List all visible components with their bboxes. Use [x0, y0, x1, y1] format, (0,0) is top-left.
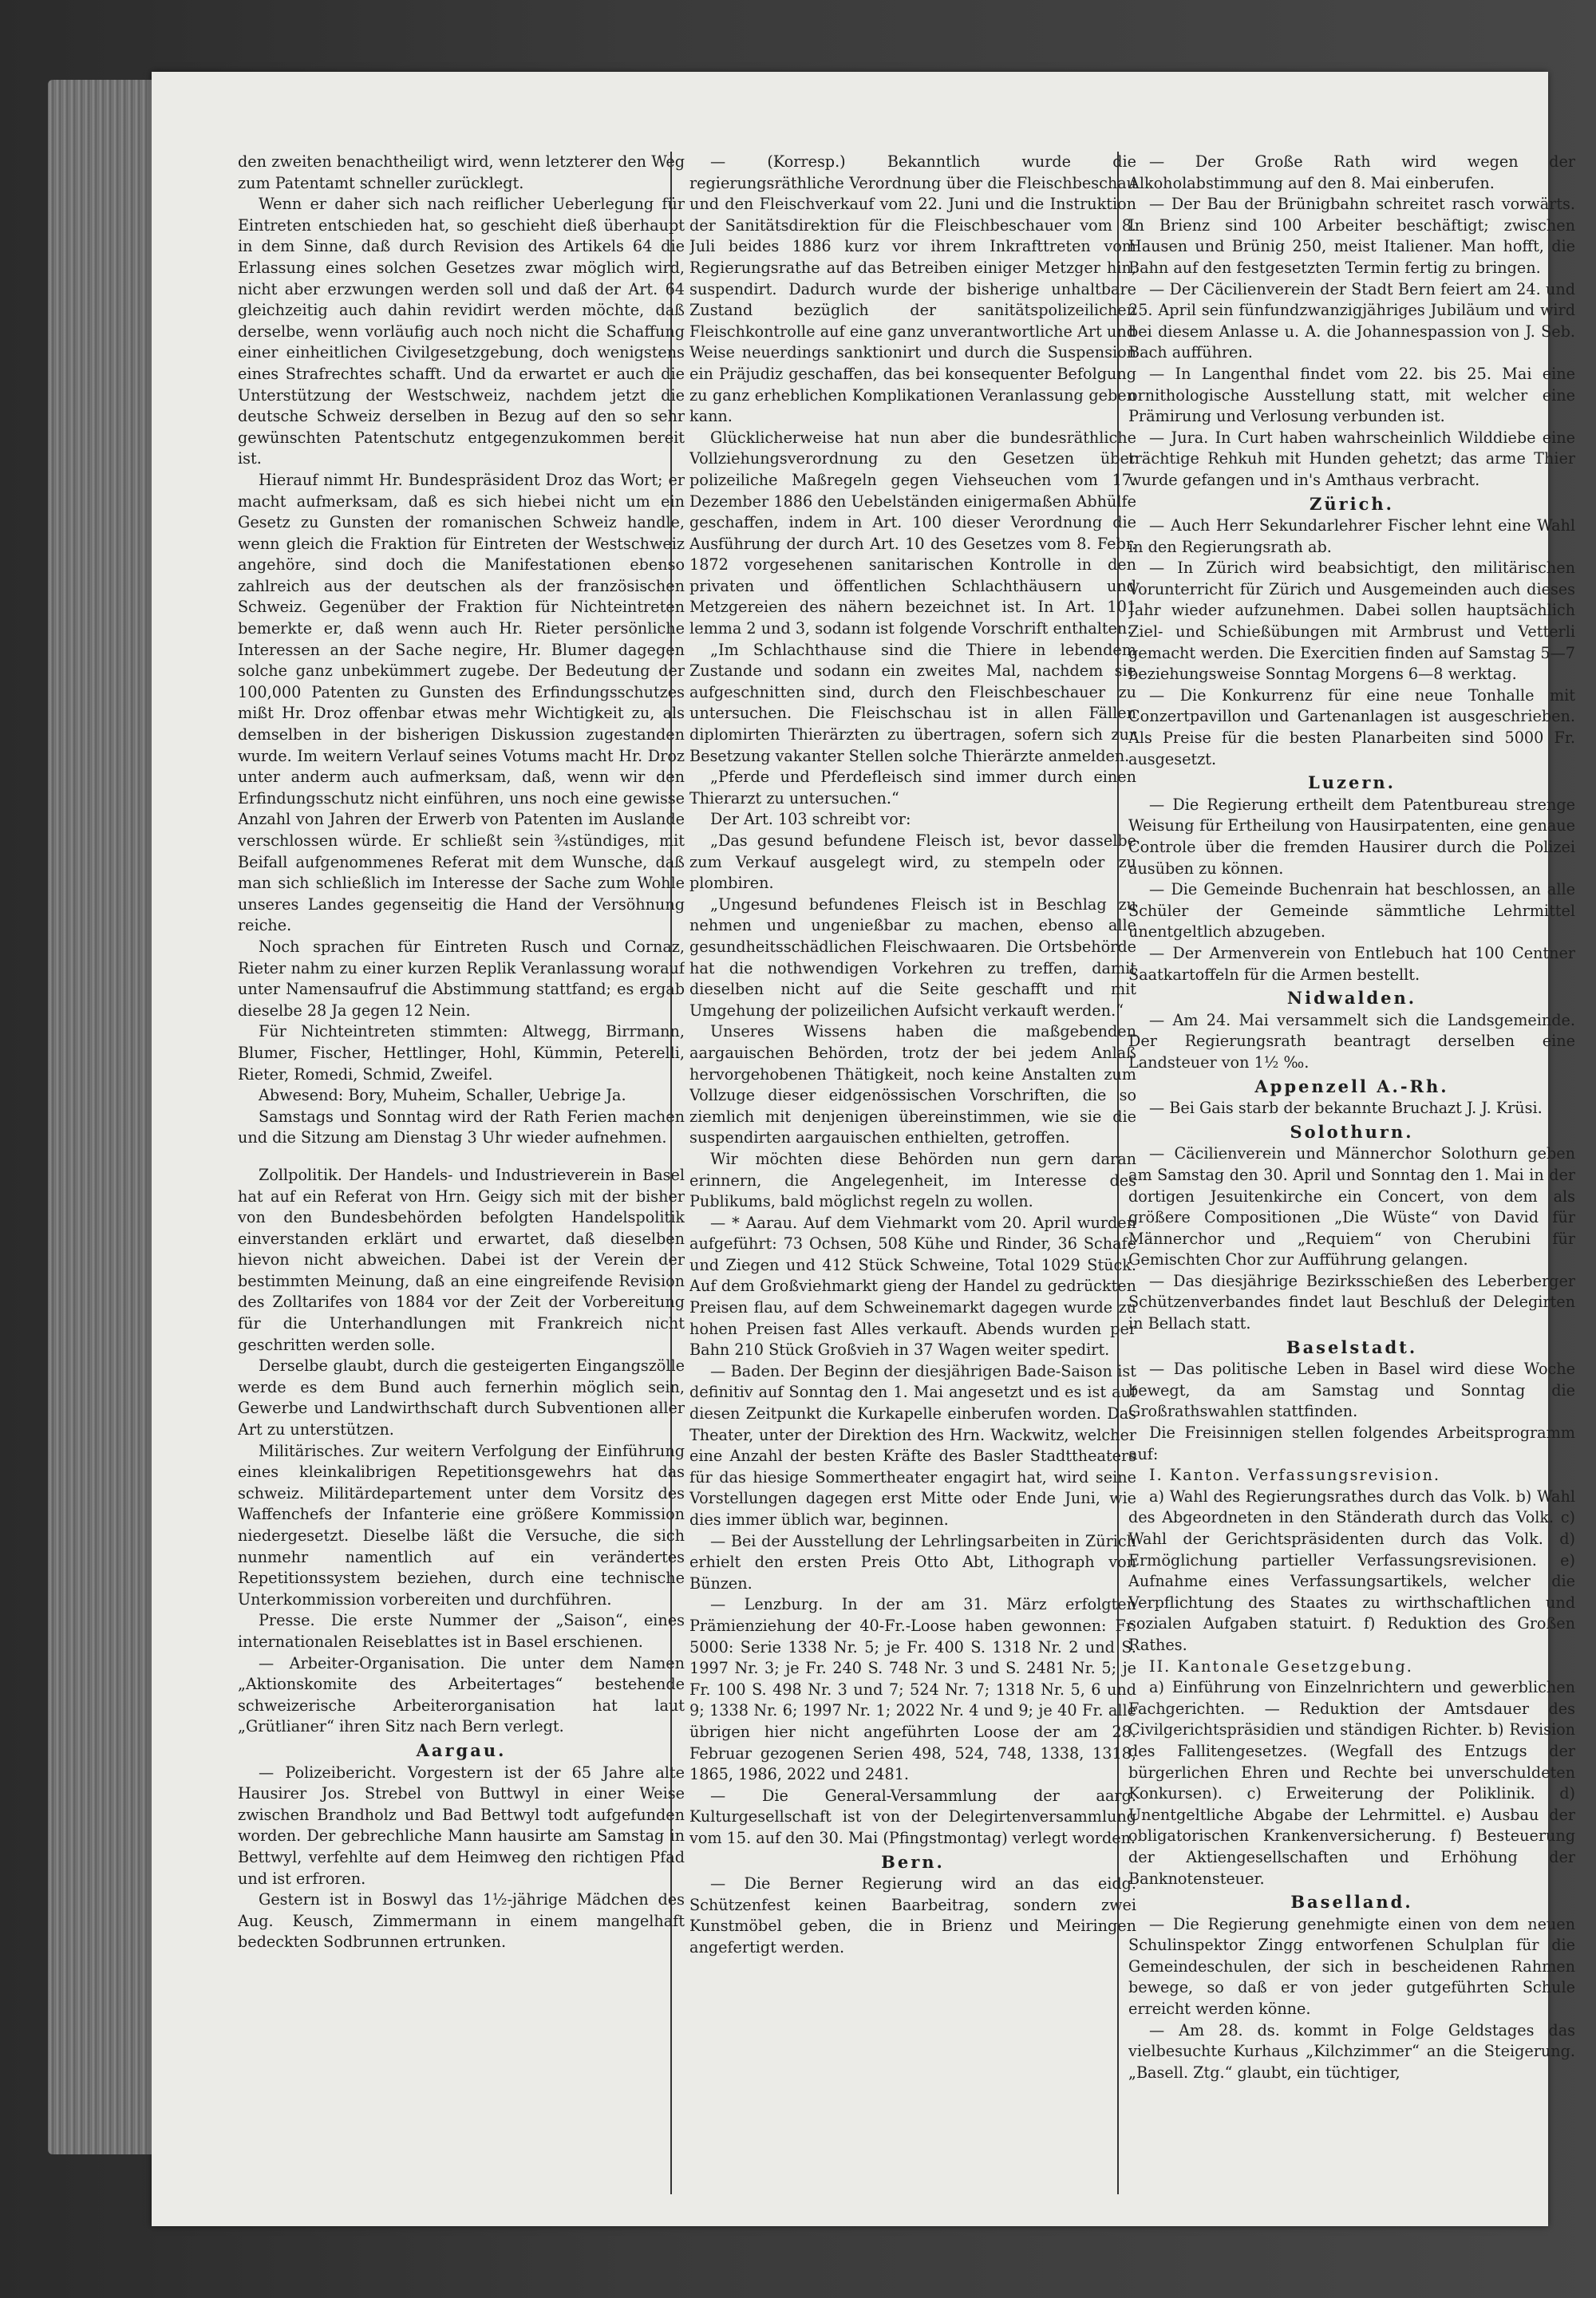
paragraph: — In Zürich wird beabsichtigt, den militärischen Vorunterricht für Zürich und Ausgemeinden auch dieses Jahr wieder aufzunehmen. Dabei sollen hauptsächlich Ziel- und Schießübungen mit Armbrust und Vetterli gemacht werden. Die Exercitien finden auf Samstag 5—7 beziehungsweise Sonntag Morgens 6—8 werktag. [1128, 559, 1575, 684]
paragraph: — Die Gemeinde Buchenrain hat beschlossen, an alle Schüler der Gemeinde sämmtliche Lehrmittel unentgeltlich abzugeben. [1128, 880, 1575, 942]
paragraph: a) Einführung von Einzelnrichtern und gewerblichen Fachgerichten. — Reduktion der Amtsdauer des Civilgerichtspräsidien und ständigen Richter. b) Revision des Fallitengesetzes. (Wegfall des Entzugs der bürgerlichen Ehren und Rechte bei unverschuldeten Konkursen). c) Erweiterung der Poliklinik. d) Unentgeltliche Abgabe der Lehrmittel. e) Ausbau der obligatorischen Krankenversicherung. f) Besteuerung der Aktiengesellschaften und Erhöhung der Banknotensteuer. [1128, 1678, 1575, 1888]
section-gap [238, 1149, 685, 1165]
section-heading: Bern. [881, 1851, 945, 1872]
paragraph: — Der Bau der Brünigbahn schreitet rasch vorwärts. In Brienz sind 100 Arbeiter beschäftigt; zwischen Hausen und Brünig 250, meist Italiener. Man hofft, die Bahn auf den festgesetzten Termin fertig zu bringen. [1128, 195, 1575, 277]
page-edge-stack [48, 80, 160, 2154]
section-heading: Solothurn. [1290, 1121, 1414, 1142]
column-2 [689, 152, 1136, 2194]
paragraph: — Der Armenverein von Entlebuch hat 100 Centner Saatkartoffeln für die Armen bestellt. [1128, 943, 1575, 984]
paragraph: — Die Berner Regierung wird an das eidg. Schützenfest keinen Baarbeitrag, sondern zwei Kunstmöbel geben, die in Brienz und Meiringen angefertigt werden. [689, 1874, 1136, 1956]
paragraph: — In Langenthal findet vom 22. bis 25. Mai eine ornithologische Ausstellung statt, mit welcher eine Prämirung und Verlosung verbunden ist. [1128, 364, 1575, 426]
paragraph: Abwesend: Bory, Muheim, Schaller, Uebrige Ja. [259, 1086, 626, 1105]
column-1 [238, 152, 685, 2194]
paragraph: a) Wahl des Regierungsrathes durch das Volk. b) Wahl des Abgeordneten in den Ständerath durch das Volk. c) Wahl der Gerichtspräsidenten durch das Volk. d) Ermöglichung partieller Verfassungsrevisionen. e) Aufnahme eines Verfassungsartikels, welcher die Verpflichtung des Staates zu wirthschaftlichen und sozialen Aufgaben statuirt. f) Reduktion des Großen Rathes. [1128, 1487, 1575, 1654]
program-heading: I. Kanton. Verfassungsrevision. [1149, 1466, 1440, 1485]
paragraph: Gestern ist in Boswyl das 1½-jährige Mädchen des Aug. Keusch, Zimmermann in einem mangelhaft bedeckten Sodbrunnen ertrunken. [238, 1890, 685, 1952]
paragraph: Noch sprachen für Eintreten Rusch und Cornaz, Rieter nahm zu einer kurzen Replik Veranlassung worauf unter Namensaufruf die Abstimmung stattfand; es ergab dieselbe 28 Ja gegen 12 Nein. [238, 937, 685, 1020]
paragraph: Presse. Die erste Nummer der „Saison“, eines internationalen Reiseblattes ist in Basel erschienen. [238, 1611, 685, 1651]
column-3 [1128, 152, 1575, 2194]
paragraph: Zollpolitik. Der Handels- und Industrieverein in Basel hat auf ein Referat von Hrn. Geigy sich mit der bisher von den Bundesbehörden befolgten Handelspolitik einverstanden erklärt und erwartet, daß dieselben hievon nicht abweichen. Dabei ist der Verein der bestimmten Meinung, daß an eine eingreifende Revision des Zolltarifes von 1884 vor der Zeit der Vorbereitung für die Unterhandlungen mit Frankreich nicht geschritten werden solle. [238, 1165, 685, 1354]
paragraph: — Der Große Rath wird wegen der Alkoholabstimmung auf den 8. Mai einberufen. [1128, 152, 1575, 192]
section-heading: Nidwalden. [1286, 988, 1417, 1009]
section-heading: Appenzell A.-Rh. [1254, 1076, 1449, 1096]
paragraph: — Auch Herr Sekundarlehrer Fischer lehnt eine Wahl in den Regierungsrath ab. [1128, 516, 1575, 556]
section-heading: Aargau. [416, 1739, 507, 1760]
quotation: „Das gesund befundene Fleisch ist, bevor dasselbe zum Verkauf ausgelegt wird, zu stempeln oder zu plombiren. [689, 831, 1136, 893]
paragraph: Der Art. 103 schreibt vor: [710, 810, 911, 829]
paragraph: Wenn er daher sich nach reiflicher Ueberlegung für Eintreten entschieden hat, so geschieht dieß überhaupt in dem Sinne, daß durch Revision des Artikels 64 die Erlassung eines solchen Gesetzes zwar möglich wird, nicht aber erzwungen werden soll und daß der Art. 64 gleichzeitig auch dahin revidirt werden möchte, daß derselbe, wenn vorläufig auch noch nicht die Schaffung einer einheitlichen Civilgesetzgebung, doch wenigstens eines Strafrechtes schafft. Und da erwartet er auch die Unterstützung der Westschweiz, nachdem jetzt die deutsche Schweiz derselben in Bezug auf den so sehr gewünschten Patentschutz entgegenzukommen bereit ist. [238, 195, 685, 468]
paragraph: — Die Konkurrenz für eine neue Tonhalle mit Conzertpavillon und Gartenanlagen ist ausgeschrieben. Als Preise für die besten Planarbeiten sind 5000 Fr. ausgesetzt. [1128, 685, 1575, 768]
paragraph: — Die Regierung ertheilt dem Patentbureau strenge Weisung für Ertheilung von Hausirpatenten, eine genaue Controle über die fremden Hausirer durch die Polizei ausüben zu können. [1128, 795, 1575, 878]
paragraph: — Das politische Leben in Basel wird diese Woche bewegt, da am Samstag und Sonntag die Großrathswahlen stattfinden. [1128, 1360, 1575, 1421]
section-heading: Baselland. [1290, 1892, 1413, 1913]
paragraph: — (Korresp.) Bekanntlich wurde die regierungsräthliche Verordnung über die Fleischbeschau und den Fleischverkauf vom 22. Juni und die Instruktion der Sanitätsdirektion für die Fleischbeschauer vom 8. Juli beides 1886 kurz vor ihrem Inkrafttreten vom Regierungsrathe auf das Betreiben einiger Metzger hin, suspendirt. Dadurch wurde der bisherige unhaltbare Zustand bezüglich der sanitätspolizeilichen Fleischkontrolle auf eine ganz unverantwortliche Art und Weise neuerdings sanktionirt und durch die Suspension ein Präjudiz geschaffen, das bei konsequenter Befolgung zu ganz erheblichen Komplikationen Veranlassung geben kann. [689, 152, 1136, 426]
section-heading: Baselstadt. [1286, 1337, 1418, 1357]
paragraph: — Arbeiter-Organisation. Die unter dem Namen „Aktionskomite des Arbeitertages“ bestehende schweizerische Arbeiterorganisation hat laut „Grütlianer“ ihren Sitz nach Bern verlegt. [238, 1653, 685, 1736]
paragraph: — Am 28. ds. kommt in Folge Geldstages das vielbesuchte Kurhaus „Kilchzimmer“ an die Steigerung. „Basell. Ztg.“ glaubt, ein tüchtiger, [1128, 2020, 1575, 2082]
section-heading: Luzern. [1308, 772, 1396, 793]
paragraph: Militärisches. Zur weitern Verfolgung der Einführung eines kleinkalibrigen Repetitionsgewehrs hat das schweiz. Militärdepartement unter dem Vorsitz des Waffenchefs der Infanterie eine größere Kommission niedergesetzt. Dieselbe läßt die Versuche, die sich nunmehr namentlich auf ein verändertes Repetitionssystem beziehen, durch eine technische Unterkommission vorbereiten und durchführen. [238, 1441, 685, 1609]
paragraph: — Die General-Versammlung der aarg. Kulturgesellschaft ist von der Delegirtenversammlung vom 15. auf den 30. Mai (Pfingstmontag) verlegt worden. [689, 1786, 1136, 1847]
paragraph: — Bei Gais starb der bekannte Bruchazt J. J. Krüsi. [1149, 1099, 1543, 1118]
paragraph: — Der Cäcilienverein der Stadt Bern feiert am 24. und 25. April sein fünfundzwanzigjähriges Jubiläum und wird bei diesem Anlasse u. A. die Johannespassion von J. Seb. Bach aufführen. [1128, 279, 1575, 362]
paragraph: — Lenzburg. In der am 31. März erfolgten Prämienziehung der 40-Fr.-Loose haben gewonnen: Fr. 5000: Serie 1338 Nr. 5; je Fr. 400 S. 1318 Nr. 2 und S. 1997 Nr. 3; je Fr. 240 S. 748 Nr. 3 und S. 2481 Nr. 5; je Fr. 100 S. 498 Nr. 3 und 7; 524 Nr. 7; 1318 Nr. 5, 6 und 9; 1338 Nr. 6; 1997 Nr. 1; 2022 Nr. 4 und 9; je 40 Fr. alle übrigen hier nicht angeführten Loose der am 28. Februar gezogenen Serien 498, 524, 748, 1338, 1318, 1865, 1986, 2022 und 2481. [689, 1595, 1136, 1784]
quotation: „Pferde und Pferdefleisch sind immer durch einen Thierarzt zu untersuchen.“ [689, 768, 1136, 807]
paragraph: — Jura. In Curt haben wahrscheinlich Wilddiebe eine trächtige Rehkuh mit Hunden gehetzt; das arme Thier wurde gefangen und in's Amthaus verbracht. [1128, 428, 1575, 489]
paragraph: — Die Regierung genehmigte einen von dem neuen Schulinspektor Zingg entworfenen Schulplan für die Gemeindeschulen, der sich in bescheidenen Rahmen bewege, so daß er von jeder gutgeführten Schule erreicht werden könne. [1128, 1914, 1575, 2019]
paragraph: Wir möchten diese Behörden nun gern daran erinnern, die Angelegenheit, im Interesse des Publikums, bald möglichst regeln zu wollen. [689, 1149, 1136, 1211]
paragraph: — * Aarau. Auf dem Viehmarkt vom 20. April wurden aufgeführt: 73 Ochsen, 508 Kühe und Rinder, 36 Schafe und Ziegen und 412 Stück Schweine, Total 1029 Stück. Auf dem Großviehmarkt gieng der Handel zu gedrückten Preisen flau, auf dem Schweinemarkt dagegen wurde zu hohen Preisen fast Alles verkauft. Abends wurden per Bahn 210 Stück Großvieh in 37 Wagen weiter spedirt. [689, 1213, 1136, 1360]
quotation: „Ungesund befundenes Fleisch ist in Beschlag zu nehmen und ungenießbar zu machen, ebenso alle gesundheitsschädlichen Fleischwaaren. Die Ortsbehörde hat die nothwendigen Vorkehren zu treffen, damit dieselben nicht auf die Seite geschafft und mit Umgehung der polizeilichen Aufsicht verkauft werden.“ [689, 894, 1136, 1020]
paragraph: — Am 24. Mai versammelt sich die Landsgemeinde. Der Regierungsrath beantragt derselben eine Landsteuer von 1½ ‰. [1128, 1010, 1575, 1072]
paragraph: — Polizeibericht. Vorgestern ist der 65 Jahre alte Hausirer Jos. Strebel von Buttwyl in einer Weise zwischen Brandholz und Bad Bettwyl todt aufgefunden worden. Der gebrechliche Mann hausirte am Samstag in Bettwyl, verfehlte auf dem Heimweg den richtigen Pfad und ist erfroren. [238, 1763, 685, 1888]
program-heading: II. Kantonale Gesetzgebung. [1149, 1656, 1413, 1676]
quotation: „Im Schlachthause sind die Thiere in lebendem Zustande und sodann ein zweites Mal, nachdem sie aufgeschnitten sind, durch den Fleischbeschauer zu untersuchen. Die Fleischschau ist in allen Fällen diplomirten Thierärzten zu übertragen, sofern sich zur Besetzung vakanter Stellen solche Thierärzte anmelden. [689, 640, 1136, 765]
paragraph: — Baden. Der Beginn der diesjährigen Bade-Saison ist definitiv auf Sonntag den 1. Mai angesetzt und es ist auf diesen Zeitpunkt die Kurkapelle einberufen worden. Das Theater, unter der Direktion des Hrn. Wackwitz, welcher eine Anzahl der besten Kräfte des Basler Stadttheaters für das hiesige Sommertheater engagirt hat, wird seine Vorstellungen dagegen erst Mitte oder Ende Juni, wie dies immer üblich war, beginnen. [689, 1361, 1136, 1529]
paragraph: — Cäcilienverein und Männerchor Solothurn geben am Samstag den 30. April und Sonntag den 1. Mai in der dortigen Jesuitenkirche ein Concert, von dem als größere Compositionen „Die Wüste“ von David für Männerchor und „Requiem“ von Cherubini für Gemischten Chor zur Aufführung gelangen. [1128, 1144, 1575, 1269]
newspaper-page [152, 72, 1575, 2226]
paragraph: Für Nichteintreten stimmten: Altwegg, Birrmann, Blumer, Fischer, Hettlinger, Hohl, Kümmin, Peterelli, Rieter, Romedi, Schmid, Zweifel. [238, 1022, 685, 1084]
paragraph: Samstags und Sonntag wird der Rath Ferien machen und die Sitzung am Dienstag 3 Uhr wieder aufnehmen. [238, 1107, 685, 1147]
paragraph: Die Freisinnigen stellen folgendes Arbeitsprogramm auf: [1128, 1423, 1575, 1463]
paragraph: Unseres Wissens haben die maßgebenden aargauischen Behörden, trotz der bei jedem Anlaß hervorgehobenen Thätigkeit, noch keine Anstalten zum Vollzuge dieser eidgenössischen Vorschriften, die so ziemlich mit denjenigen übereinstimmen, wie sie die suspendirten aargauischen enthielten, getroffen. [689, 1022, 1136, 1147]
paragraph: Glücklicherweise hat nun aber die bundesräthliche Vollziehungsverordnung zu den Gesetzen über polizeiliche Maßregeln gegen Viehseuchen vom 17. Dezember 1886 den Uebelständen einigermaßen Abhülfe geschaffen, indem in Art. 100 dieser Verordnung die Ausführung der durch Art. 10 des Gesetzes vom 8. Febr. 1872 vorgesehenen sanitarischen Kontrolle in den privaten und öffentlichen Schlachthäusern und Metzgereien des nähern bezeichnet ist. In Art. 101 lemma 2 und 3, sodann ist folgende Vorschrift enthalten: [689, 428, 1136, 638]
section-heading: Zürich. [1309, 493, 1394, 514]
paragraph: — Das diesjährige Bezirksschießen des Leberberger Schützenverbandes findet laut Beschluß der Delegirten in Bellach statt. [1128, 1271, 1575, 1333]
paragraph: — Bei der Ausstellung der Lehrlingsarbeiten in Zürich erhielt den ersten Preis Otto Abt, Lithograph von Bünzen. [689, 1531, 1136, 1593]
paragraph: Hierauf nimmt Hr. Bundespräsident Droz das Wort; er macht aufmerksam, daß es sich hiebei nicht um ein Gesetz zu Gunsten der romanischen Schweiz handle, wenn gleich die Fraktion für Eintreten der Westschweiz angehöre, sind doch die Manifestationen ebenso zahlreich aus der deutschen als der französischen Schweiz. Gegenüber der Fraktion für Nichteintreten bemerkte er, daß wenn auch Hr. Rieter persönliche Interessen an der Sache negire, Hr. Blumer dagegen solche ganz unbekümmert zugebe. Der Bedeutung der 100,000 Patenten zu Gunsten des Erfindungsschutzes mißt Hr. Droz offenbar etwas mehr Wichtigkeit zu, als demselben in der bisherigen Diskussion zugestanden wurde. Im weitern Verlauf seines Votums macht Hr. Droz unter anderm auch aufmerksam, daß, wenn wir den Erfindungsschutz nicht einführen, uns noch eine gewisse Anzahl von Jahren der Erwerb von Patenten im Auslande verschlossen würde. Er schließt sein ¾stündiges, mit Beifall aufgenommenes Referat mit dem Wunsche, daß man sich schließlich im Interesse der Sache zum Wohle unseres Landes gegenseitig die Hand der Versöhnung reiche. [238, 470, 685, 935]
paragraph: Derselbe glaubt, durch die gesteigerten Eingangszölle werde es dem Bund auch fernerhin möglich sein, Gewerbe und Landwirthschaft durch Subventionen aller Art zu unterstützen. [238, 1356, 685, 1439]
paragraph: den zweiten benachtheiligt wird, wenn letzterer den Weg zum Patentamt schneller zurücklegt. [238, 152, 685, 192]
